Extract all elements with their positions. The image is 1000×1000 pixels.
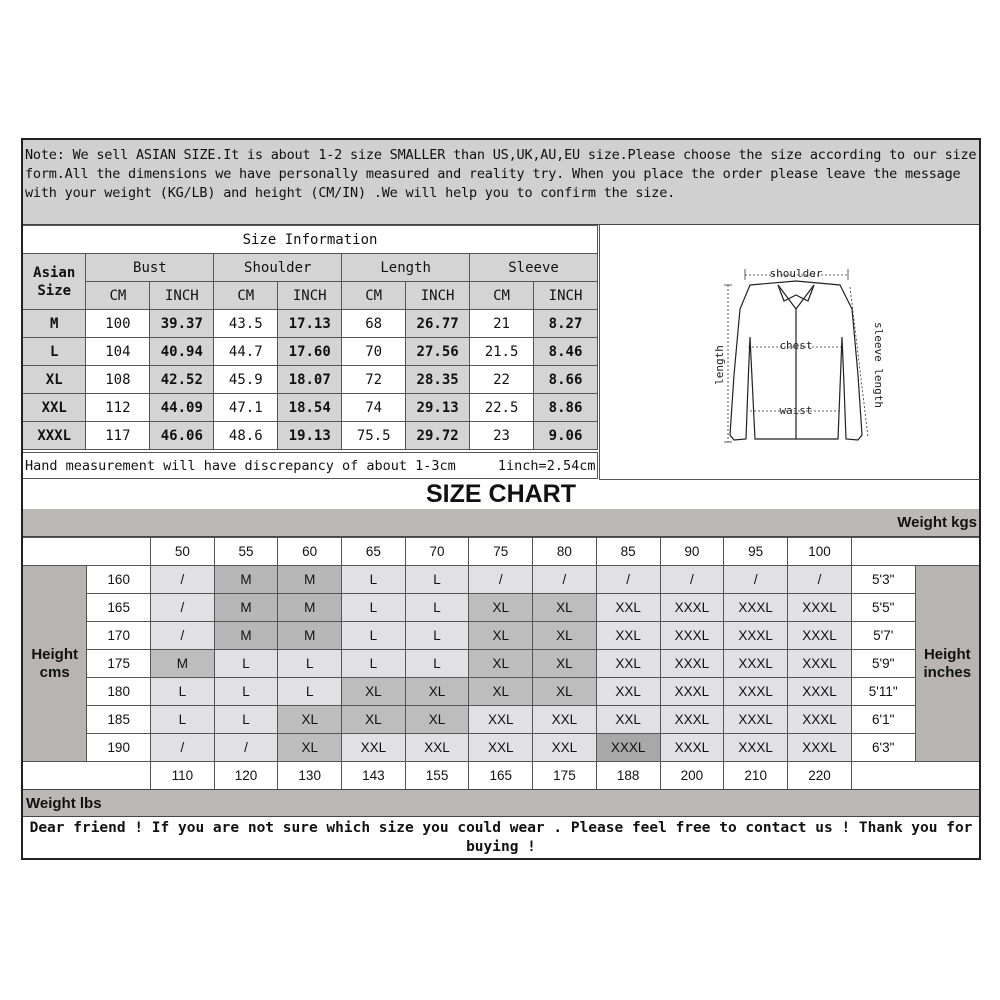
size-row [23, 394, 598, 422]
weight-lbs-cell: 155 [405, 762, 469, 790]
height-row [23, 678, 979, 706]
inch-value: 44.09 [150, 394, 214, 422]
cm-value: 70 [342, 338, 406, 366]
weight-kg-cell: 80 [533, 538, 597, 566]
size-cell: M [278, 594, 342, 622]
unit-cm-header: CM [342, 282, 406, 310]
weight-lbs-cell: 175 [533, 762, 597, 790]
size-cell: XXXL [660, 622, 724, 650]
inch-value: 8.86 [534, 394, 598, 422]
inch-value: 42.52 [150, 366, 214, 394]
size-cell: XXL [342, 734, 406, 762]
shoulder-header: Shoulder [214, 254, 342, 282]
weight-lbs-cell: 200 [660, 762, 724, 790]
weight-kg-cell: 90 [660, 538, 724, 566]
size-cell: XL [469, 678, 533, 706]
size-cell: XL [278, 734, 342, 762]
size-cell: L [405, 650, 469, 678]
size-cell: M [214, 594, 278, 622]
unit-cm-header: CM [86, 282, 150, 310]
size-cell: XL [469, 650, 533, 678]
cm-value: 22.5 [470, 394, 534, 422]
size-chart-frame [21, 138, 981, 860]
size-cell: M [278, 622, 342, 650]
size-cell: XXL [405, 734, 469, 762]
size-cell: / [214, 734, 278, 762]
inch-value: 8.66 [534, 366, 598, 394]
size-cell: / [596, 566, 660, 594]
cm-value: 45.9 [214, 366, 278, 394]
inch-value: 26.77 [406, 310, 470, 338]
size-row [23, 310, 598, 338]
cm-value: 47.1 [214, 394, 278, 422]
size-cell: / [151, 734, 215, 762]
inch-value: 17.13 [278, 310, 342, 338]
weight-lbs-header: Weight lbs [23, 789, 979, 817]
inch-value: 27.56 [406, 338, 470, 366]
weight-kg-cell: 60 [278, 538, 342, 566]
height-cms-header: Height cms [23, 566, 87, 762]
height-inch-cell: 5'3" [851, 566, 915, 594]
blank-cell [23, 538, 151, 566]
cm-value: 100 [86, 310, 150, 338]
size-cell: XL [405, 706, 469, 734]
cm-value: 72 [342, 366, 406, 394]
cm-value: 23 [470, 422, 534, 450]
size-cell: XXXL [660, 734, 724, 762]
size-cell: / [151, 594, 215, 622]
size-cell: XXXL [660, 594, 724, 622]
height-cm-cell: 175 [87, 650, 151, 678]
note-text: Note: We sell ASIAN SIZE.It is about 1-2 size SMALLER than US,UK,AU,EU size.Please choose the size according to our size form.All the dimensions we have personally measured and reality try. When you place the order please leave the message with your weight (KG/LB) and height (CM/IN) .We will help you to confirm the size. [23, 140, 979, 225]
size-cell: XXL [596, 678, 660, 706]
size-chart-title: SIZE CHART [23, 479, 979, 510]
shirt-diagram [599, 225, 980, 480]
size-cell: XXL [596, 706, 660, 734]
size-cell: XL [405, 678, 469, 706]
size-cell: XXL [533, 706, 597, 734]
size-cell: / [788, 566, 852, 594]
height-weight-table [23, 537, 979, 790]
size-cell: XL [533, 594, 597, 622]
height-cm-cell: 165 [87, 594, 151, 622]
size-cell: XL [278, 706, 342, 734]
size-cell: XL [342, 678, 406, 706]
height-row [23, 566, 979, 594]
weight-lbs-cell: 120 [214, 762, 278, 790]
height-inch-cell: 6'1" [851, 706, 915, 734]
size-cell: / [660, 566, 724, 594]
cm-value: 48.6 [214, 422, 278, 450]
size-cell: XXXL [660, 706, 724, 734]
shirt-illustration [600, 225, 980, 479]
length-header: Length [342, 254, 470, 282]
size-cell: XXXL [724, 594, 788, 622]
size-cell: / [469, 566, 533, 594]
size-row [23, 422, 598, 450]
size-cell: L [342, 650, 406, 678]
cm-value: 75.5 [342, 422, 406, 450]
weight-lbs-cell: 210 [724, 762, 788, 790]
size-cell: XXL [596, 650, 660, 678]
weight-kg-cell: 85 [596, 538, 660, 566]
cm-value: 43.5 [214, 310, 278, 338]
unit-cm-header: CM [214, 282, 278, 310]
inch-value: 29.13 [406, 394, 470, 422]
size-cell: XXL [533, 734, 597, 762]
height-inch-cell: 6'3" [851, 734, 915, 762]
cm-value: 22 [470, 366, 534, 394]
size-cell: / [151, 566, 215, 594]
cm-value: 74 [342, 394, 406, 422]
height-inch-cell: 5'7' [851, 622, 915, 650]
size-cell: M [151, 650, 215, 678]
size-cell: / [533, 566, 597, 594]
inch-value: 8.27 [534, 310, 598, 338]
sleeve-length-label: sleeve length [872, 321, 885, 409]
size-cell: L [151, 678, 215, 706]
weight-kg-cell: 95 [724, 538, 788, 566]
height-row [23, 622, 979, 650]
size-cell: L [405, 566, 469, 594]
size-row [23, 338, 598, 366]
size-cell: XL [533, 650, 597, 678]
size-cell: XXXL [788, 594, 852, 622]
unit-inch-header: INCH [150, 282, 214, 310]
size-cell: L [214, 650, 278, 678]
size-cell: XXXL [724, 622, 788, 650]
size-cell: L [405, 622, 469, 650]
height-row [23, 650, 979, 678]
size-cell: M [214, 622, 278, 650]
size-cell: XXXL [788, 706, 852, 734]
inch-value: 19.13 [278, 422, 342, 450]
cm-value: 44.7 [214, 338, 278, 366]
weight-lbs-cell: 188 [596, 762, 660, 790]
weight-kg-cell: 100 [788, 538, 852, 566]
size-cell: / [151, 622, 215, 650]
height-cm-cell: 190 [87, 734, 151, 762]
height-cm-cell: 160 [87, 566, 151, 594]
inch-value: 28.35 [406, 366, 470, 394]
weight-kgs-header: Weight kgs [23, 509, 979, 537]
size-cell: L [214, 706, 278, 734]
unit-inch-header: INCH [278, 282, 342, 310]
size-label: XL [23, 366, 86, 394]
weight-kg-cell: 65 [342, 538, 406, 566]
cm-value: 112 [86, 394, 150, 422]
size-cell: XXXL [788, 650, 852, 678]
weight-lbs-cell: 220 [788, 762, 852, 790]
size-cell: L [278, 650, 342, 678]
size-cell: M [214, 566, 278, 594]
size-cell: XXXL [788, 734, 852, 762]
weight-lbs-cell: 165 [469, 762, 533, 790]
inch-value: 18.07 [278, 366, 342, 394]
inch-value: 9.06 [534, 422, 598, 450]
unit-inch-header: INCH [534, 282, 598, 310]
inch-value: 40.94 [150, 338, 214, 366]
size-cell: XL [342, 706, 406, 734]
cm-value: 108 [86, 366, 150, 394]
size-cell: L [342, 622, 406, 650]
size-cell: XXXL [788, 678, 852, 706]
height-row [23, 734, 979, 762]
size-cell: XXXL [724, 678, 788, 706]
height-row [23, 594, 979, 622]
size-label: M [23, 310, 86, 338]
shoulder-label: shoulder [769, 267, 823, 280]
size-cell: XXL [469, 706, 533, 734]
length-label: length [713, 345, 726, 385]
cm-value: 117 [86, 422, 150, 450]
blank-cell [23, 762, 151, 790]
measurement-footnote [23, 452, 598, 479]
cm-value: 68 [342, 310, 406, 338]
size-cell: XXL [469, 734, 533, 762]
size-cell: L [342, 594, 406, 622]
size-cell: XXXL [660, 678, 724, 706]
size-cell: L [151, 706, 215, 734]
weight-kg-cell: 55 [214, 538, 278, 566]
size-info-table [23, 225, 598, 450]
waist-label: waist [779, 404, 813, 417]
size-cell: XL [469, 594, 533, 622]
height-cm-cell: 170 [87, 622, 151, 650]
inch-value: 17.60 [278, 338, 342, 366]
conversion-note: 1inch=2.54cm [497, 458, 596, 474]
size-cell: XL [469, 622, 533, 650]
unit-cm-header: CM [470, 282, 534, 310]
weight-lbs-cell: 130 [278, 762, 342, 790]
weight-kg-cell: 50 [151, 538, 215, 566]
size-cell: XXXL [596, 734, 660, 762]
height-inch-cell: 5'5" [851, 594, 915, 622]
size-cell: L [278, 678, 342, 706]
size-cell: XL [533, 678, 597, 706]
cm-value: 21 [470, 310, 534, 338]
height-row [23, 706, 979, 734]
inch-value: 8.46 [534, 338, 598, 366]
size-cell: XXXL [660, 650, 724, 678]
cm-value: 21.5 [470, 338, 534, 366]
size-row [23, 366, 598, 394]
size-label: L [23, 338, 86, 366]
chest-label: chest [779, 339, 813, 352]
size-cell: L [342, 566, 406, 594]
inch-value: 29.72 [406, 422, 470, 450]
size-cell: L [214, 678, 278, 706]
size-cell: XXXL [788, 622, 852, 650]
size-cell: XXXL [724, 650, 788, 678]
blank-cell [851, 762, 979, 790]
inch-value: 46.06 [150, 422, 214, 450]
unit-inch-header: INCH [406, 282, 470, 310]
size-cell: XXL [596, 594, 660, 622]
weight-kg-cell: 70 [405, 538, 469, 566]
sleeve-header: Sleeve [470, 254, 598, 282]
size-label: XXL [23, 394, 86, 422]
height-cm-cell: 185 [87, 706, 151, 734]
height-inch-cell: 5'9" [851, 650, 915, 678]
weight-kg-cell: 75 [469, 538, 533, 566]
thank-you-message: Dear friend ! If you are not sure which size you could wear . Please feel free to contact us ! Thank you for buying ! [29, 820, 973, 855]
inch-value: 39.37 [150, 310, 214, 338]
size-cell: XXL [596, 622, 660, 650]
weight-lbs-cell: 143 [342, 762, 406, 790]
size-cell: M [278, 566, 342, 594]
cm-value: 104 [86, 338, 150, 366]
size-cell: XL [533, 622, 597, 650]
size-label: XXXL [23, 422, 86, 450]
size-info-title: Size Information [23, 226, 598, 254]
height-cm-cell: 180 [87, 678, 151, 706]
size-cell: L [405, 594, 469, 622]
size-cell: XXXL [724, 734, 788, 762]
height-inches-header: Height inches [915, 566, 979, 762]
weight-lbs-cell: 110 [151, 762, 215, 790]
height-inch-cell: 5'11" [851, 678, 915, 706]
inch-value: 18.54 [278, 394, 342, 422]
blank-cell [851, 538, 979, 566]
bust-header: Bust [86, 254, 214, 282]
discrepancy-note: Hand measurement will have discrepancy of about 1-3cm [25, 458, 456, 474]
asian-size-header: Asian Size [23, 254, 86, 310]
size-cell: / [724, 566, 788, 594]
size-cell: XXXL [724, 706, 788, 734]
